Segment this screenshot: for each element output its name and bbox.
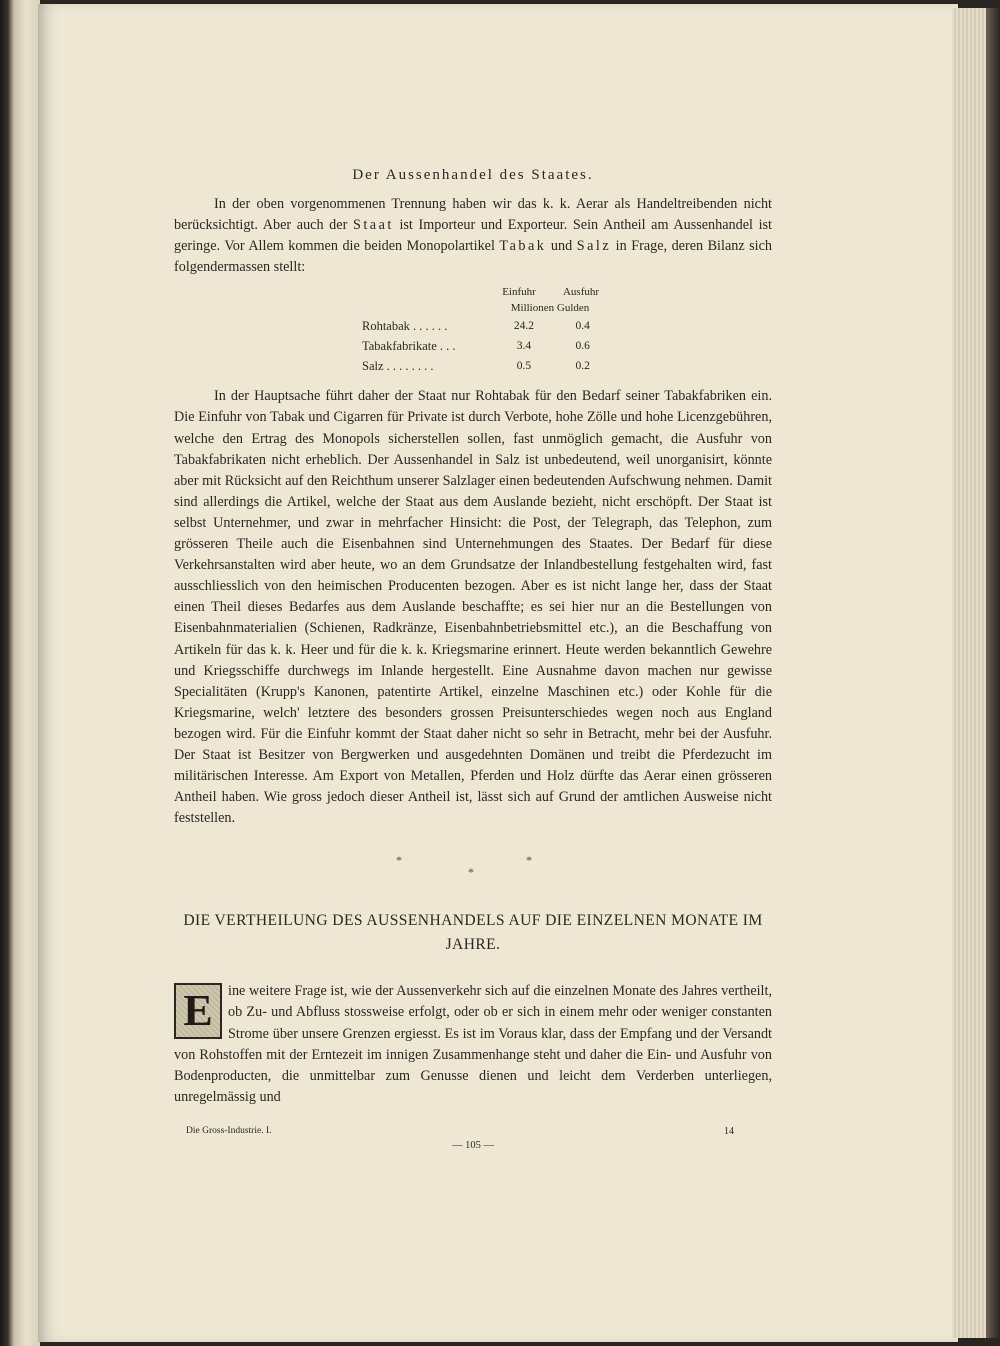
table-row: Salz . . . . . . . . 0.5 0.2: [362, 359, 590, 374]
printer-signature: Die Gross-Industrie. I.: [186, 1126, 272, 1136]
paragraph-intro: In der oben vorgenommenen Trennung haben wir das k. k. Aerar als Handeltreibenden nicht berücksichtigt. Aber auch der Staat ist Importeur und Exporteur. Sein Antheil am Aussenhandel ist geringe. Vor Allem kommen die beiden Monopolartikel Tabak und Salz in Frage, deren Bilanz sich folgendermassen stellt:: [174, 196, 772, 276]
asterism-divider: [174, 853, 772, 909]
asterisk-center: *: [468, 865, 474, 880]
sheet-number: 14: [724, 1126, 734, 1137]
paragraph-main: In der Hauptsache führt daher der Staat nur Rohtabak für den Bedarf seiner Tabakfabriken ein. Die Einfuhr von Tabak und Cigarren für Private ist durch Verbote, hohe Zölle und hohe Licenzgebühren, welche den Ertrag des Monopols sicherstellen sollen, fast unmöglich gemacht, die Ausfuhr von Tabakfabrikaten nicht erheblich. Der Aussenhandel in Salz ist unbedeutend, weil unorganisirt, könnte aber mit Rücksicht auf den Reichthum unserer Salzlager einen bedeutenden Aufschwung nehmen. Damit sind allerdings die Artikel, welche der Staat aus dem Auslande bezieht, nicht erschöpft. Der Staat ist selbst Unternehmer, und zwar in mehrfacher Hinsicht: die Post, der Telegraph, das Telephon, zum grösseren Theile auch die Eisenbahnen sind Unternehmungen des Staates. Der Bedarf für diese Verkehrsanstalten wird aber heute, wo an dem Grundsatze der Inlandbestellung festgehalten wird, fast ausschliesslich von den heimischen Producenten bezogen. Aber es ist nicht lange her, dass der Staat einen Theil dieses Bedarfes aus dem Auslande beschaffte; es sei hier nur an die Bestellungen von Eisenbahnmaterialien (Schienen, Radkränze, Eisenbahnbetriebsmittel etc.), an die Beschaffung von Artikeln für das k. k. Heer und für die k. k. Kriegsmarine erinnert. Heute werden bekanntlich Gewehre und Kriegsschiffe durchwegs im Inlande hergestellt. Eine Ausnahme davon machen nur gewisse Specialitäten (Krupp's Kanonen, patentirte Artikel, einzelne Maschinen etc.) oder Kohle für die Kriegsmarine, welch' letztere des besonders grossen Preisunterschiedes wegen noch aus England bezogen wird. Für die Einfuhr kommt der Staat daher nicht so sehr in Betracht, mehr bei der Ausfuhr. Der Staat ist Besitzer von Bergwerken und ausgedehnten Domänen und treibt die Pferdezucht im militärischen Interesse. Am Export von Metallen, Pferden und Holz dürfte das Aerar einen grösseren Antheil haben. Wie gross jedoch dieser Antheil ist, lässt sich auf Grund der amtlichen Ausweise nicht feststellen.: [174, 388, 772, 827]
table-subheader: [362, 300, 612, 316]
chapter-title: DIE VERTHEILUNG DES AUSSENHANDELS AUF DIE EINZELNEN MONATE IM JAHRE.: [183, 912, 763, 954]
monopoly-balance-table: [362, 284, 612, 376]
emphasis-salz: Salz: [576, 238, 612, 255]
chapter-opening-paragraph: [174, 981, 772, 1108]
paragraph-chapter: ine weitere Frage ist, wie der Aussenverkehr sich auf die einzelnen Monate des Jahres vertheilt, ob Zu- und Abfluss stossweise erfolgt, oder ob er sich in einem mehr oder weniger constanten Strome über unsere Grenzen ergiesst. Es ist im Voraus klar, dass der Empfang und der Versandt von Rohstoffen mit der Erntezeit im innigen Zusammenhange steht und daher die Ein- und Ausfuhr von Bodenproducten, die unmittelbar zum Genusse dienen und leicht dem Verderben unterliegen, unregelmässig und: [174, 983, 772, 1105]
emphasis-tabak: Tabak: [499, 238, 547, 255]
section-title: Der Aussenhandel des Staates.: [352, 167, 594, 183]
table-row: Tabakfabrikate . . . 3.4 0.6: [362, 339, 590, 354]
header-ausfuhr: Ausfuhr: [562, 286, 600, 299]
table-header: [362, 284, 612, 300]
page-number: — 105 —: [452, 1140, 494, 1151]
ornamental-initial: E: [174, 983, 222, 1039]
table-row: Rohtabak . . . . . . 24.2 0.4: [362, 319, 590, 334]
asterisk-right: *: [526, 853, 532, 868]
facing-page-edge: [0, 0, 40, 1346]
emphasis-staat: Staat: [352, 217, 394, 234]
asterisk-left: *: [396, 853, 402, 868]
page-content: [174, 164, 772, 1108]
page-stack-edge: [952, 8, 1000, 1338]
header-einfuhr: Einfuhr: [502, 286, 536, 299]
header-unit: Millionen Gulden: [510, 302, 590, 315]
